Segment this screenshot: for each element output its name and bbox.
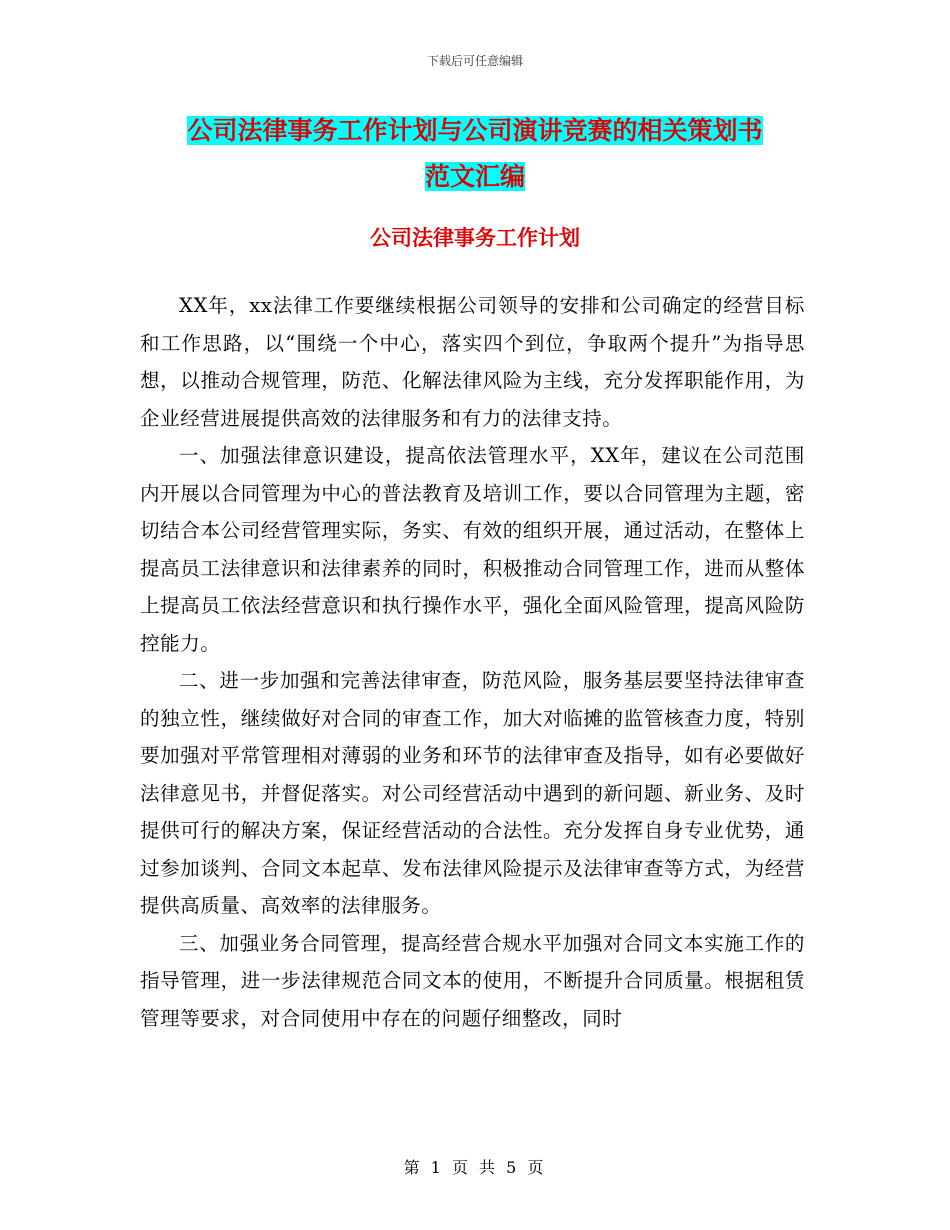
paragraph-intro: XX年，xx法律工作要继续根据公司领导的安排和公司确定的经营目标和工作思路，以“围绕一个中心，落实四个到位，争取两个提升”为指导思想，以推动合规管理，防范、化解法律风险为主线，充分发挥职能作用，为企业经营进展提供高效的法律服务和有力的法律支持。 (140, 294, 805, 430)
page-number: 第 1 页 共 5 页 (403, 1158, 547, 1177)
paragraph-2: 二、进一步加强和完善法律审查，防范风险，服务基层要坚持法律审查的独立性，继续做好对合同的审查工作，加大对临摊的监管核查力度，特别要加强对平常管理相对薄弱的业务和环节的法律审查及指导，如有必要做好法律意见书，并督促落实。对公司经营活动中遇到的新问题、新业务、及时提供可行的解决方案，保证经营活动的合法性。充分发挥自身专业优势，通过参加谈判、合同文本起草、发布法律风险提示及法律审查等方式，为经营提供高质量、高效率的法律服务。 (140, 669, 805, 917)
document-body (140, 287, 805, 1037)
section-heading: 公司法律事务工作计划 (370, 226, 580, 250)
paragraph-1: 一、加强法律意识建设，提高依法管理水平，XX年，建议在公司范围内开展以合同管理为中心的普法教育及培训工作，要以合同管理为主题，密切结合本公司经营管理实际，务实、有效的组织开展，通过活动，在整体上提高员工法律意识和法律素养的同时，积极推动合同管理工作，进而从整体上提高员工依法经营意识和执行操作水平，强化全面风险管理，提高风险防控能力。 (140, 444, 805, 655)
paragraph-3: 三、加强业务合同管理，提高经营合规水平加强对合同文本实施工作的指导管理，进一步法律规范合同文本的使用，不断提升合同质量。根据租赁管理等要求，对合同使用中存在的问题仔细整改，同时 (140, 931, 805, 1030)
document-title-line-1: 公司法律事务工作计划与公司演讲竞赛的相关策划书 (187, 116, 763, 145)
document-title-line-2: 范文汇编 (424, 162, 525, 191)
document-title (0, 108, 950, 200)
page-header-note: 下载后可任意编辑 (426, 54, 523, 68)
